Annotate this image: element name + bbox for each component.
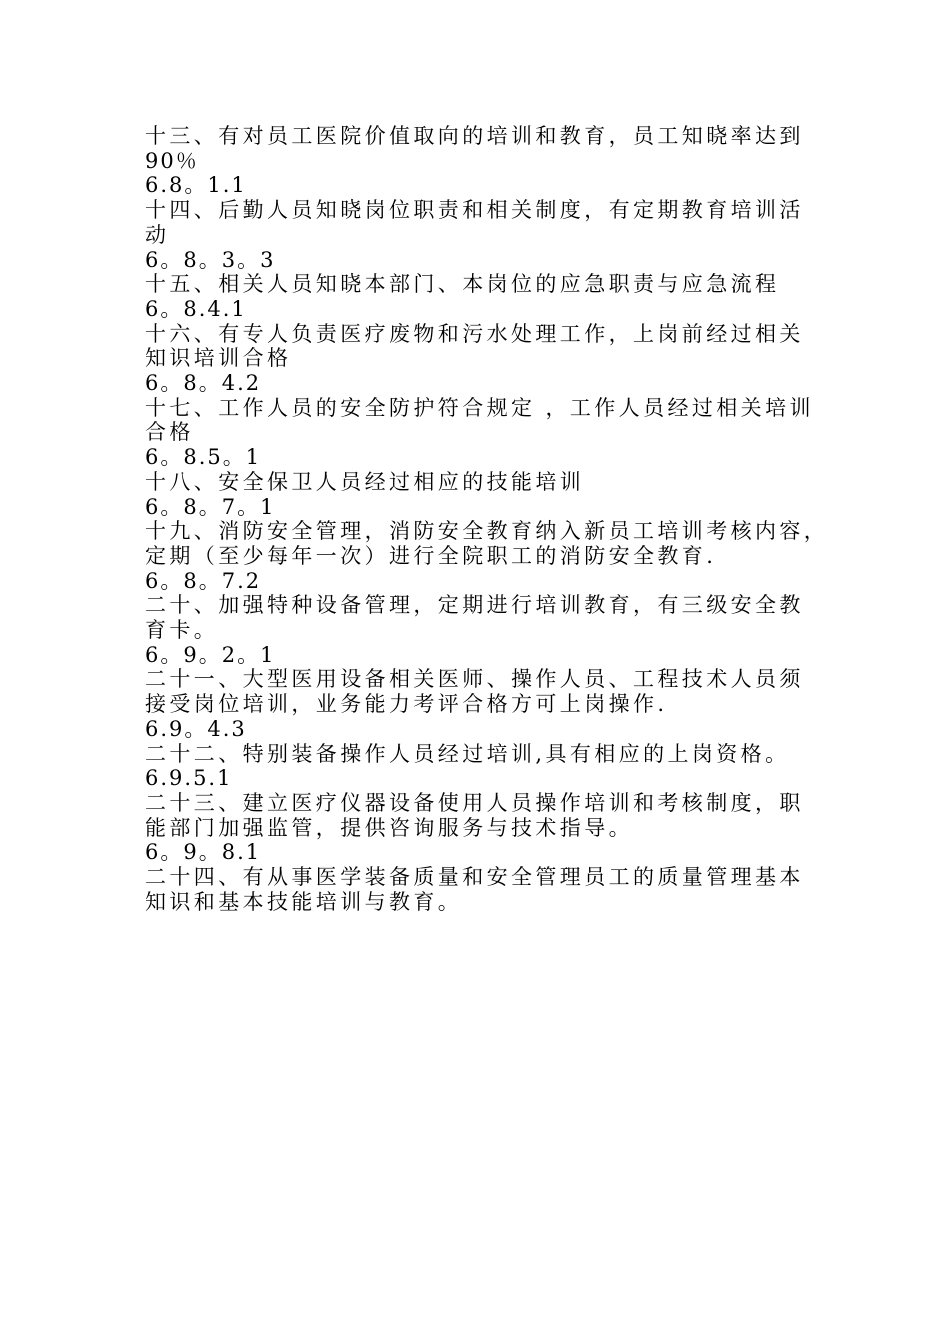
section-code: 6.9.5.1 [145,766,233,791]
document-body [145,124,829,915]
section-code: 6.8。1.1 [145,173,247,198]
text-line: 十七、工作人员的安全防护符合规定 ，工作人员经过相关培训 [145,395,814,420]
section-code: 6。8。4.2 [145,371,262,396]
text-line: 定期（至少每年一次）进行全院职工的消防安全教育. [145,543,717,568]
section-code: 6。9。2。1 [145,642,276,667]
text-line: 十三、有对员工医院价值取向的培训和教育，员工知晓率达到 [145,124,804,148]
text-line: 育卡。 [145,618,219,643]
text-line: 知识培训合格 [145,346,292,371]
section-code: 6。9。8.1 [145,840,262,865]
section-code: 6。8。7.2 [145,568,262,593]
section-code: 6。8.4.1 [145,296,247,321]
section-code: 6。8。3。3 [145,247,276,272]
text-line: 动 [145,222,170,247]
section-code: 6。8.5。1 [145,445,262,470]
text-line: 十六、有专人负责医疗废物和污水处理工作，上岗前经过相关 [145,321,804,346]
text-line: 十四、后勤人员知晓岗位职责和相关制度，有定期教育培训活 [145,198,804,223]
text-line: 十五、相关人员知晓本部门、本岗位的应急职责与应急流程 [145,272,780,297]
section-code: 6.9。4.3 [145,716,247,741]
section-code: 6。8。7。1 [145,494,276,519]
text-line: 十八、安全保卫人员经过相应的技能培训 [145,469,585,494]
text-line: 90％ [145,148,199,173]
text-line: 接受岗位培训，业务能力考评合格方可上岗操作. [145,692,668,717]
text-line: 能部门加强监管，提供咨询服务与技术指导。 [145,815,633,840]
text-line: 知识和基本技能培训与教育。 [145,889,463,914]
text-line: 合格 [145,420,194,445]
text-line: 二十一、大型医用设备相关医师、操作人员、工程技术人员须 [145,667,804,692]
text-line: 二十、加强特种设备管理，定期进行培训教育，有三级安全教 [145,593,804,618]
text-line: 十九、消防安全管理，消防安全教育纳入新员工培训考核内容， [145,519,829,544]
text-line: 二十二、特别装备操作人员经过培训,具有相应的上岗资格。 [145,741,790,766]
text-line: 二十三、建立医疗仪器设备使用人员操作培训和考核制度，职 [145,790,804,815]
text-line: 二十四、有从事医学装备质量和安全管理员工的质量管理基本 [145,865,804,890]
